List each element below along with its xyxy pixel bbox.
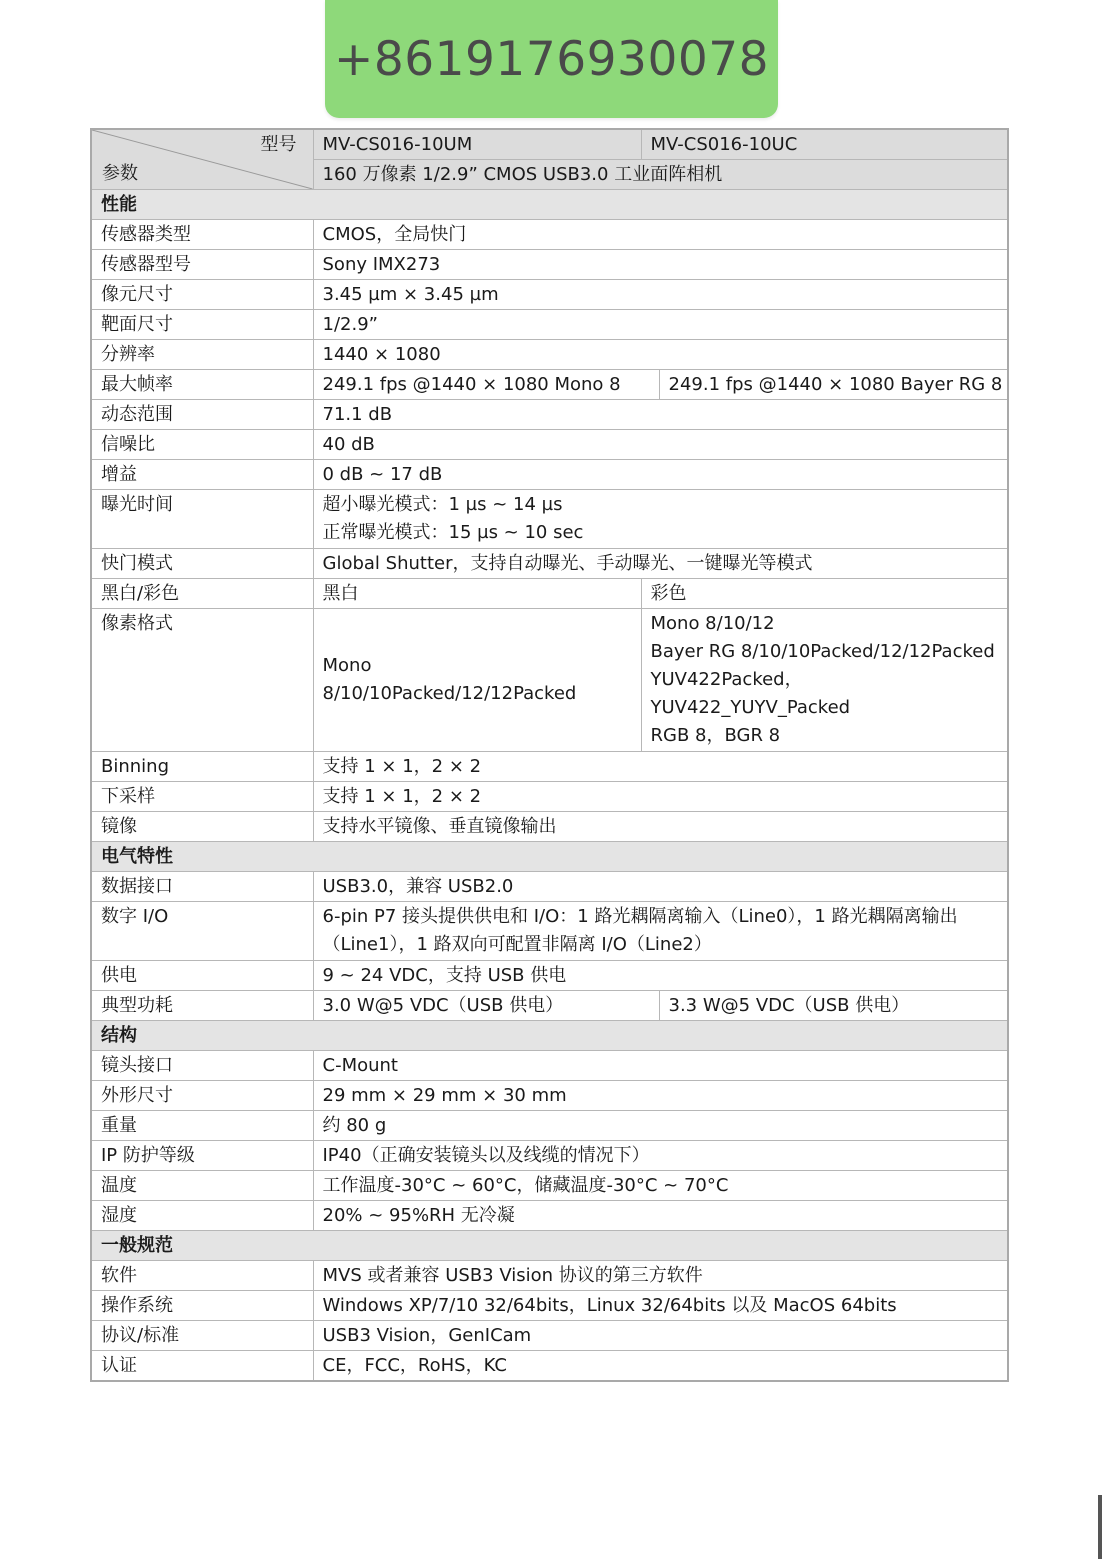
row-resolution (91, 340, 1008, 370)
row-value-mono: 3.0 W@5 VDC（USB 供电） (313, 991, 659, 1021)
param-label: 参数 (102, 163, 138, 184)
phone-number-badge (325, 0, 778, 118)
section-title: 一般规范 (91, 1231, 1008, 1261)
row-value (313, 490, 1008, 549)
row-digital-io (91, 902, 1008, 961)
row-value: 工作温度-30°C ~ 60°C，储藏温度-30°C ~ 70°C (313, 1171, 1008, 1201)
row-target-size (91, 310, 1008, 340)
row-protocol (91, 1321, 1008, 1351)
row-value-mono (313, 609, 641, 752)
row-value: 1/2.9” (313, 310, 1008, 340)
row-sensor-model (91, 250, 1008, 280)
row-value (313, 902, 1008, 961)
section-performance (91, 190, 1008, 220)
row-certification (91, 1351, 1008, 1382)
row-label: 像素格式 (91, 609, 313, 752)
phone-number: +8619176930078 (333, 31, 770, 87)
row-mono-color (91, 579, 1008, 609)
row-value: 20% ~ 95%RH 无冷凝 (313, 1201, 1008, 1231)
row-label: 下采样 (91, 782, 313, 812)
row-label: 湿度 (91, 1201, 313, 1231)
row-pixel-size (91, 280, 1008, 310)
pixel-format-color-line: YUV422_YUYV_Packed (650, 697, 851, 718)
row-value: 9 ~ 24 VDC，支持 USB 供电 (313, 961, 1008, 991)
row-label: 认证 (91, 1351, 313, 1382)
row-value: CE，FCC，RoHS，KC (313, 1351, 1008, 1382)
row-value-color: 249.1 fps @1440 × 1080 Bayer RG 8 (659, 370, 1008, 400)
row-value-mono: 黑白 (313, 579, 641, 609)
row-label: 传感器类型 (91, 220, 313, 250)
row-value: Windows XP/7/10 32/64bits，Linux 32/64bits 以及 MacOS 64bits (313, 1291, 1008, 1321)
row-dimensions (91, 1081, 1008, 1111)
row-ip-rating (91, 1141, 1008, 1171)
row-label: 数据接口 (91, 872, 313, 902)
row-label: 软件 (91, 1261, 313, 1291)
row-value: 3.45 µm × 3.45 µm (313, 280, 1008, 310)
exposure-line-1: 超小曝光模式：1 µs ~ 14 µs (322, 494, 563, 515)
row-mirror (91, 812, 1008, 842)
row-exposure (91, 490, 1008, 549)
pixel-format-color-line: Mono 8/10/12 (650, 613, 775, 634)
row-power-consumption (91, 991, 1008, 1021)
row-sensor-type (91, 220, 1008, 250)
row-label: 镜像 (91, 812, 313, 842)
row-value-color (641, 609, 1008, 752)
row-value-color: 3.3 W@5 VDC（USB 供电） (659, 991, 1008, 1021)
row-value: USB3 Vision，GenICam (313, 1321, 1008, 1351)
row-software (91, 1261, 1008, 1291)
digital-io-line-2: （Line1），1 路双向可配置非隔离 I/O（Line2） (322, 934, 712, 955)
pixel-format-color-line: RGB 8，BGR 8 (650, 725, 781, 746)
digital-io-line-1: 6-pin P7 接头提供供电和 I/O：1 路光耦隔离输入（Line0），1 路光耦隔离输出 (322, 906, 958, 927)
row-data-interface (91, 872, 1008, 902)
model-mono: MV-CS016-10UM (313, 129, 641, 160)
row-label: 增益 (91, 460, 313, 490)
row-label: 重量 (91, 1111, 313, 1141)
row-power-supply (91, 961, 1008, 991)
row-label: 最大帧率 (91, 370, 313, 400)
pixel-format-color-line: Bayer RG 8/10/10Packed/12/12Packed (650, 641, 995, 662)
row-value-color: 彩色 (641, 579, 1008, 609)
row-value: Sony IMX273 (313, 250, 1008, 280)
row-humidity (91, 1201, 1008, 1231)
model-label: 型号 (260, 134, 297, 155)
row-value: 支持水平镜像、垂直镜像输出 (313, 812, 1008, 842)
row-label: 快门模式 (91, 549, 313, 579)
row-value: 1440 × 1080 (313, 340, 1008, 370)
row-value: Global Shutter，支持自动曝光、手动曝光、一键曝光等模式 (313, 549, 1008, 579)
row-max-fps (91, 370, 1008, 400)
row-value: IP40（正确安装镜头以及线缆的情况下） (313, 1141, 1008, 1171)
row-label: 动态范围 (91, 400, 313, 430)
model-color: MV-CS016-10UC (641, 129, 1008, 160)
row-label: Binning (91, 752, 313, 782)
row-value: 约 80 g (313, 1111, 1008, 1141)
row-decimation (91, 782, 1008, 812)
row-value: USB3.0，兼容 USB2.0 (313, 872, 1008, 902)
row-value: 支持 1 × 1，2 × 2 (313, 782, 1008, 812)
row-value-mono: 249.1 fps @1440 × 1080 Mono 8 (313, 370, 659, 400)
row-label: IP 防护等级 (91, 1141, 313, 1171)
row-dynamic-range (91, 400, 1008, 430)
section-title: 电气特性 (91, 842, 1008, 872)
row-label: 协议/标准 (91, 1321, 313, 1351)
row-value: 71.1 dB (313, 400, 1008, 430)
row-label: 像元尺寸 (91, 280, 313, 310)
row-value: 40 dB (313, 430, 1008, 460)
row-label: 曝光时间 (91, 490, 313, 549)
row-pixel-format (91, 609, 1008, 752)
row-snr (91, 430, 1008, 460)
row-value: MVS 或者兼容 USB3 Vision 协议的第三方软件 (313, 1261, 1008, 1291)
row-os (91, 1291, 1008, 1321)
section-title: 性能 (91, 190, 1008, 220)
pixel-format-color-line: YUV422Packed， (650, 669, 803, 690)
row-label: 分辨率 (91, 340, 313, 370)
section-title: 结构 (91, 1021, 1008, 1051)
row-label: 黑白/彩色 (91, 579, 313, 609)
row-label: 传感器型号 (91, 250, 313, 280)
row-label: 数字 I/O (91, 902, 313, 961)
row-label: 靶面尺寸 (91, 310, 313, 340)
section-structure (91, 1021, 1008, 1051)
row-weight (91, 1111, 1008, 1141)
header-corner-cell (91, 129, 313, 190)
row-label: 操作系统 (91, 1291, 313, 1321)
row-lens-mount (91, 1051, 1008, 1081)
row-label: 温度 (91, 1171, 313, 1201)
section-electrical (91, 842, 1008, 872)
spec-table (90, 128, 1009, 1382)
section-general (91, 1231, 1008, 1261)
row-label: 镜头接口 (91, 1051, 313, 1081)
row-label: 外形尺寸 (91, 1081, 313, 1111)
row-label: 信噪比 (91, 430, 313, 460)
row-gain (91, 460, 1008, 490)
product-subtitle: 160 万像素 1/2.9” CMOS USB3.0 工业面阵相机 (313, 160, 1008, 190)
row-value: 支持 1 × 1，2 × 2 (313, 752, 1008, 782)
row-value: CMOS，全局快门 (313, 220, 1008, 250)
row-label: 典型功耗 (91, 991, 313, 1021)
row-temperature (91, 1171, 1008, 1201)
row-binning (91, 752, 1008, 782)
row-label: 供电 (91, 961, 313, 991)
scrollbar-edge[interactable] (1098, 1495, 1102, 1559)
exposure-line-2: 正常曝光模式：15 µs ~ 10 sec (322, 522, 584, 543)
row-shutter (91, 549, 1008, 579)
row-value: C-Mount (313, 1051, 1008, 1081)
row-value: 29 mm × 29 mm × 30 mm (313, 1081, 1008, 1111)
header-row-models (91, 129, 1008, 160)
row-value: 0 dB ~ 17 dB (313, 460, 1008, 490)
pixel-format-mono-line-2: 8/10/10Packed/12/12Packed (322, 683, 577, 704)
pixel-format-mono-line-1: Mono (322, 655, 372, 676)
